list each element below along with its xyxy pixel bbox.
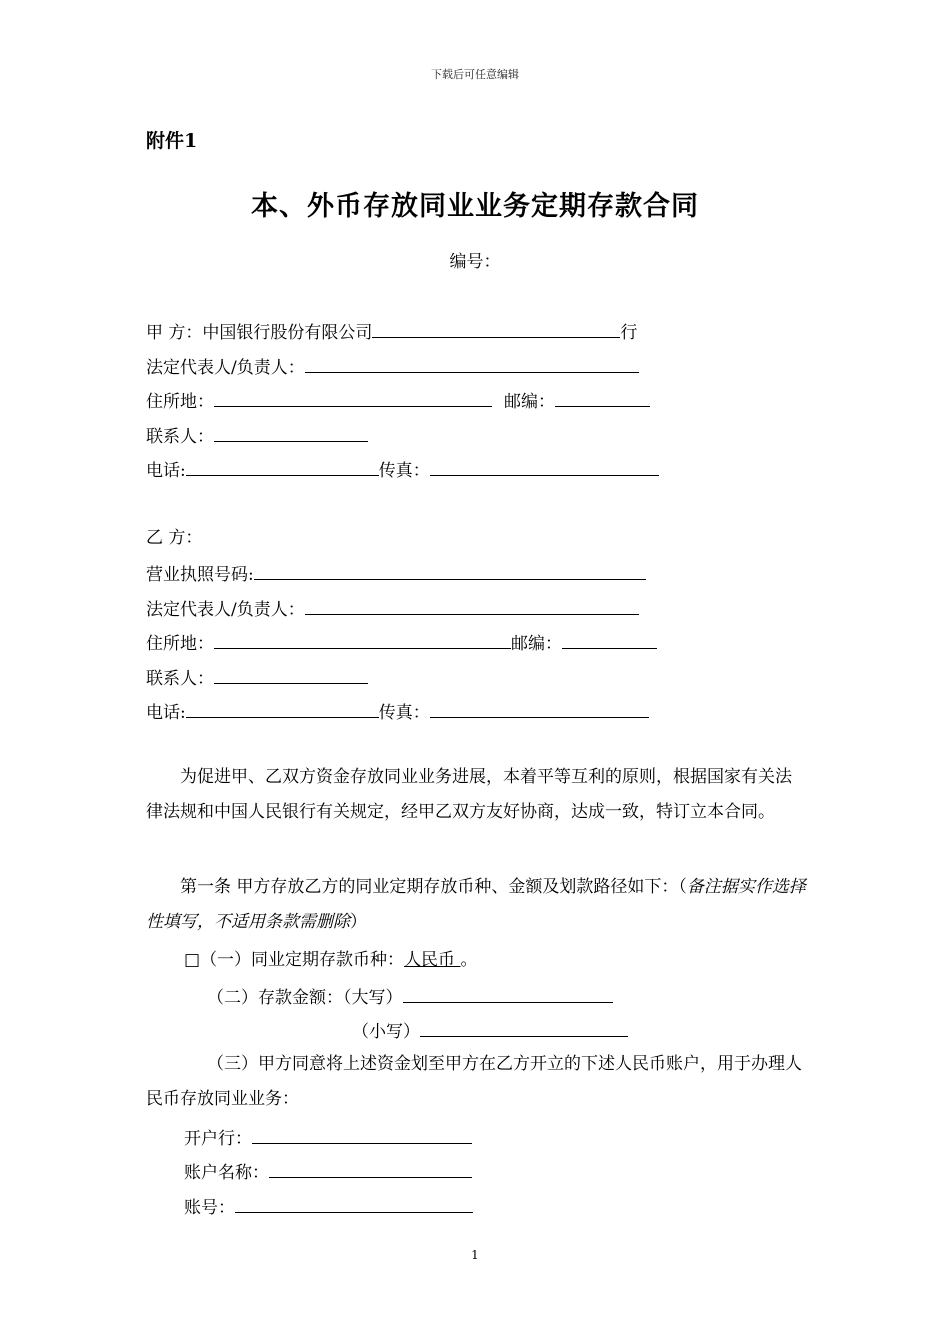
party-b-fax-blank[interactable] — [430, 700, 649, 718]
item-2-small-label: （小写） — [352, 1022, 420, 1042]
account-bank-label: 开户行： — [184, 1129, 252, 1149]
amount-figures-blank[interactable] — [420, 1019, 628, 1037]
party-a-address-blank[interactable] — [214, 389, 492, 407]
item-3-paragraph: （三）甲方同意将上述资金划至甲方在乙方开立的下述人民币账户，用于办理人民币存放同业业务： — [146, 1054, 802, 1109]
party-b-license-line — [146, 562, 646, 585]
account-bank-blank[interactable] — [252, 1126, 472, 1144]
party-b-license-blank[interactable] — [254, 562, 646, 580]
party-a-contact-label: 联系人： — [146, 427, 214, 447]
party-b-rep-label: 法定代表人/负责人： — [146, 600, 305, 620]
article-1-close: ） — [350, 912, 367, 932]
party-a-branch-blank[interactable] — [372, 320, 620, 338]
item-1-line — [184, 950, 477, 970]
account-bank-line — [184, 1126, 472, 1149]
item-1-label: （一）同业定期存款币种： — [200, 950, 405, 970]
party-b-postcode-label: 邮编： — [511, 634, 562, 654]
amount-words-blank[interactable] — [403, 985, 613, 1003]
account-name-label: 账户名称： — [184, 1163, 269, 1183]
party-b-license-label: 营业执照号码: — [146, 565, 254, 585]
party-b-address-line — [146, 631, 657, 654]
serial-number-label: 编号： — [449, 252, 501, 272]
item-2-small-line — [352, 1019, 628, 1042]
party-b-phone-label: 电话: — [146, 703, 186, 723]
party-b-contact-line — [146, 666, 368, 689]
party-a-postcode-label: 邮编： — [504, 392, 555, 412]
party-b-phone-line — [146, 700, 649, 723]
party-b-contact-blank[interactable] — [214, 666, 368, 684]
header-note: 下载后可任意编辑 — [431, 68, 519, 81]
article-1-note: 备注据实作选择性填写，不适用条款需删除 — [146, 877, 806, 932]
party-a-address-label: 住所地： — [146, 392, 214, 412]
party-b-rep-blank[interactable] — [305, 597, 639, 615]
party-a-contact-blank[interactable] — [214, 424, 368, 442]
party-a-rep-blank[interactable] — [305, 355, 639, 373]
article-1-text: 第一条 甲方存放乙方的同业定期存放币种、金额及划款路径如下：（ — [180, 877, 687, 897]
party-a-rep-line — [146, 355, 639, 378]
party-b-label: 乙 方： — [146, 528, 203, 548]
account-number-label: 账号： — [184, 1198, 235, 1218]
party-a-fax-label: 传真： — [378, 461, 430, 481]
party-a-postcode-blank[interactable] — [555, 389, 650, 407]
account-name-blank[interactable] — [269, 1160, 472, 1178]
item-1-end: 。 — [460, 950, 478, 970]
document-title: 本、外币存放同业业务定期存款合同 — [251, 191, 699, 222]
party-a-suffix: 行 — [620, 323, 638, 343]
item-2-label: （二）存款金额：（大写） — [207, 988, 403, 1008]
party-a-rep-label: 法定代表人/负责人： — [146, 358, 305, 378]
party-a-phone-line — [146, 458, 659, 481]
party-a-contact-line — [146, 424, 368, 447]
party-b-fax-label: 传真： — [378, 703, 430, 723]
intro-paragraph: 为促进甲、乙双方资金存放同业业务进展，本着平等互利的原则，根据国家有关法律法规和中国人民银行有关规定，经甲乙双方友好协商，达成一致，特订立本合同。 — [146, 767, 792, 822]
currency-checkbox[interactable]: □ — [184, 950, 201, 970]
party-b-contact-label: 联系人： — [146, 669, 214, 689]
attachment-label: 附件1 — [146, 130, 198, 152]
party-a-phone-blank[interactable] — [186, 458, 379, 476]
party-b-address-blank[interactable] — [214, 631, 511, 649]
account-name-line — [184, 1160, 472, 1183]
party-a-line — [146, 320, 637, 343]
account-number-line — [184, 1195, 473, 1218]
party-b-rep-line — [146, 597, 639, 620]
party-b-phone-blank[interactable] — [186, 700, 379, 718]
party-a-phone-label: 电话: — [146, 461, 186, 481]
item-2-line — [207, 985, 613, 1008]
article-1 — [146, 870, 806, 940]
account-number-blank[interactable] — [235, 1195, 473, 1213]
currency-value: 人民币 — [404, 950, 461, 970]
party-b-postcode-blank[interactable] — [562, 631, 657, 649]
page-number: 1 — [471, 1248, 479, 1262]
party-b-address-label: 住所地： — [146, 634, 214, 654]
party-a-address-line — [146, 389, 650, 412]
party-a-fax-blank[interactable] — [430, 458, 659, 476]
party-a-label: 甲 方：中国银行股份有限公司 — [146, 323, 373, 343]
